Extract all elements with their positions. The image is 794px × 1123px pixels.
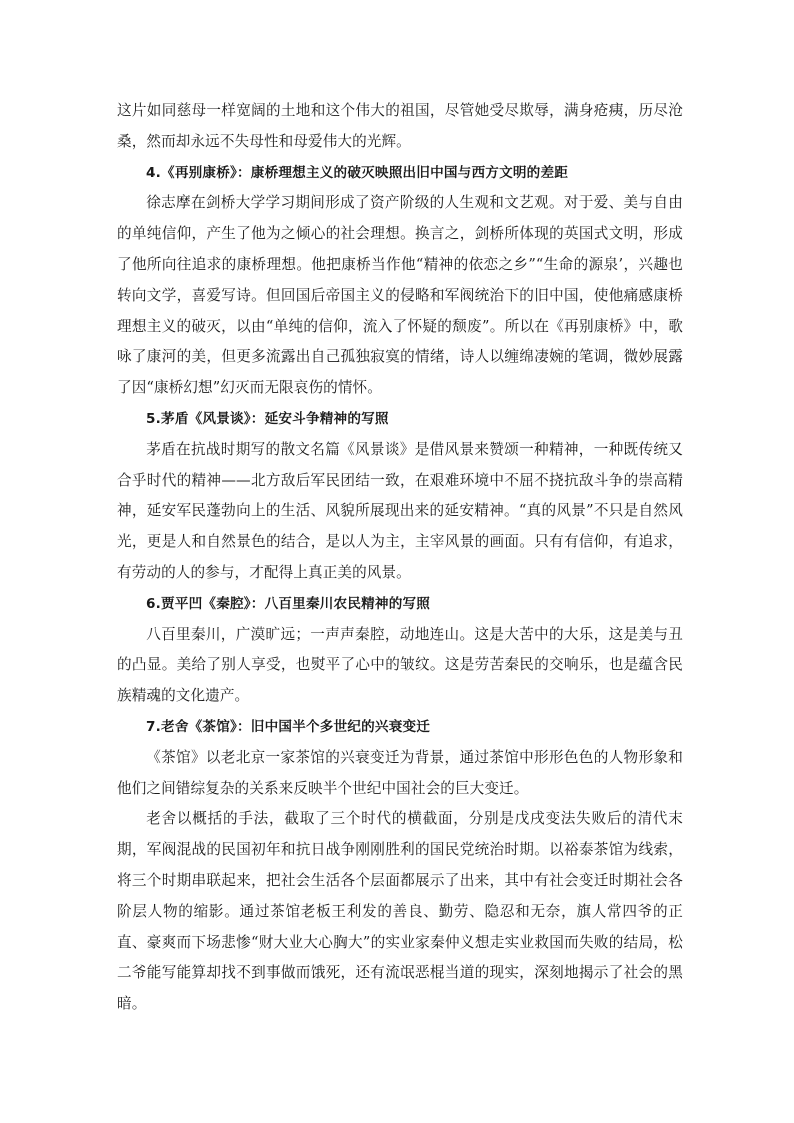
section-heading-5: 5.茅盾《风景谈》：延安斗争精神的写照 [146, 410, 389, 427]
section-heading-6: 6.贾平凹《秦腔》：八百里秦川农民精神的写照 [146, 595, 431, 612]
section-heading-4: 4.《再别康桥》：康桥理想主义的破灭映照出旧中国与西方文明的差距 [146, 164, 569, 181]
paragraph-section-5: 茅盾在抗战时期写的散文名篇《风景谈》是借风景来赞颂一种精神，一种既传统又合乎时代的精神——北方敌后军民团结一致，在艰难环境中不屈不挠抗敌斗争的崇高精神，延安军民蓬勃向上的生活、风貌所展现出来的延安精神。“真的风景”不只是自然风光，更是人和自然景色的结合，是以人为主，主宰风景的画面。只有有信仰，有追求，有劳动的人的参与，才配得上真正美的风景。 [117, 440, 683, 581]
paragraph-section-6: 八百里秦川，广漠旷远；一声声秦腔，动地连山。这是大苦中的大乐，这是美与丑的凸显。美给了别人享受，也熨平了心中的皱纹。这是劳苦秦民的交响乐，也是蕴含民族精魂的文化遗产。 [117, 625, 683, 705]
paragraph-continuation: 这片如同慈母一样宽阔的土地和这个伟大的祖国，尽管她受尽欺辱，满身疮痍，历尽沧桑，然而却永远不失母性和母爱伟大的光辉。 [117, 102, 683, 150]
paragraph-section-4: 徐志摩在剑桥大学学习期间形成了资产阶级的人生观和文艺观。对于爱、美与自由的单纯信仰，产生了他为之倾心的社会理想。换言之，剑桥所体现的英国式文明，形成了他所向往追求的康桥理想。他把康桥当作他“精神的依恋之乡”“生命的源泉’，兴趣也转向文学，喜爱写诗。但回国后帝国主义的侵略和军阀统治下的旧中国，使他痛感康桥理想主义的破灭，以由“单纯的信仰，流入了怀疑的颓废”。所以在《再别康桥》中，歌咏了康河的美，但更多流露出自己孤独寂寞的情绪，诗人以缠绵凄婉的笔调，微妙展露了因“康桥幻想”幻灭而无限哀伤的情怀。 [117, 194, 683, 397]
document-body [117, 96, 683, 1020]
section-heading-7: 7.老舍《茶馆》：旧中国半个多世纪的兴衰变迁 [146, 718, 431, 735]
paragraph-section-7-detail: 老舍以概括的手法，截取了三个时代的横截面，分别是戊戌变法失败后的清代末期，军阀混战的民国初年和抗日战争刚刚胜利的国民党统治时期。以裕泰茶馆为线索，将三个时期串联起来，把社会生活各个层面都展示了出来，其中有社会变迁时期社会各阶层人物的缩影。通过茶馆老板王利发的善良、勤劳、隐忍和无奈，旗人常四爷的正直、豪爽而下场悲惨“财大业大心胸大”的实业家秦仲义想走实业救国而失败的结局，松二爷能写能算却找不到事做而饿死，还有流氓恶棍当道的现实，深刻地揭示了社会的黑暗。 [117, 810, 683, 1013]
paragraph-section-7-intro: 《茶馆》以老北京一家茶馆的兴衰变迁为背景，通过茶馆中形形色色的人物形象和他们之间错综复杂的关系来反映半个世纪中国社会的巨大变迁。 [117, 748, 683, 797]
